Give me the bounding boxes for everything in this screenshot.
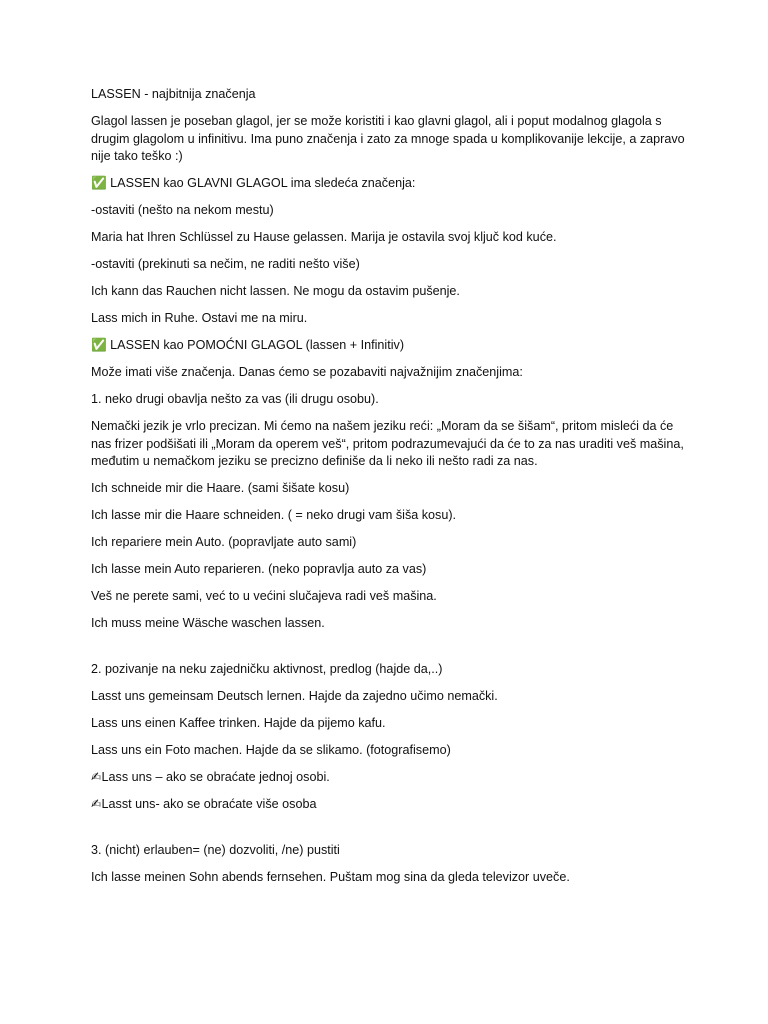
meaning-heading-3: 3. (nicht) erlauben= (ne) dozvoliti, /ne) pustiti — [91, 843, 340, 857]
example-sentence: Veš ne perete sami, već to u većini slučajeva radi veš mašina. — [91, 589, 437, 603]
intro-paragraph: Glagol lassen je poseban glagol, jer se može koristiti i kao glavni glagol, ali i poput modalnog glagola s drugim glagolom u infinitivu. Ima puno značenja i zato za mnoge spada u komplikovanije lekcije, a zapravo nije tako teško :) — [91, 114, 685, 163]
example-sentence: Lass uns einen Kaffee trinken. Hajde da pijemo kafu. — [91, 716, 386, 730]
example-sentence: Lasst uns gemeinsam Deutsch lernen. Hajde da zajedno učimo nemački. — [91, 689, 498, 703]
section-heading-auxiliary-verb: ✅ LASSEN kao POMOĆNI GLAGOL (lassen + Infinitiv) — [91, 338, 405, 352]
document-title: LASSEN - najbitnija značenja — [91, 87, 256, 101]
meaning-heading-2: 2. pozivanje na neku zajedničku aktivnost, predlog (hajde da,..) — [91, 662, 443, 676]
example-sentence: Ich muss meine Wäsche waschen lassen. — [91, 616, 325, 630]
meaning-heading-1: 1. neko drugi obavlja nešto za vas (ili drugu osobu). — [91, 392, 379, 406]
note-multiple-persons: ✍Lasst uns- ako se obraćate više osoba — [91, 797, 317, 811]
example-sentence: Ich lasse meinen Sohn abends fernsehen. Puštam mog sina da gleda televizor uveče. — [91, 870, 570, 884]
example-sentence: Ich kann das Rauchen nicht lassen. Ne mogu da ostavim pušenje. — [91, 284, 460, 298]
meaning-leave-somewhere: -ostaviti (nešto na nekom mestu) — [91, 203, 274, 217]
spacer — [91, 642, 691, 661]
example-sentence: Ich lasse mein Auto reparieren. (neko popravlja auto za vas) — [91, 562, 427, 576]
auxiliary-intro: Može imati više značenja. Danas ćemo se pozabaviti najvažnijim značenjima: — [91, 365, 523, 379]
spacer — [91, 823, 691, 842]
example-sentence: Ich lasse mir die Haare schneiden. ( = neko drugi vam šiša kosu). — [91, 508, 457, 522]
section-heading-main-verb: ✅ LASSEN kao GLAVNI GLAGOL ima sledeća značenja: — [91, 176, 416, 190]
document-body — [91, 86, 691, 896]
example-sentence: Lass mich in Ruhe. Ostavi me na miru. — [91, 311, 308, 325]
meaning-stop-doing: -ostaviti (prekinuti sa nečim, ne raditi nešto više) — [91, 257, 360, 271]
note-single-person: ✍Lass uns – ako se obraćate jednoj osobi. — [91, 770, 330, 784]
explanation-paragraph: Nemački jezik je vrlo precizan. Mi ćemo na našem jeziku reći: „Moram da se šišam“, pritom misleći da će nas frizer podšišati ili „Moram da operem veš“, pritom podrazumevajući da će to za nas uraditi veš mašina, međutim u nemačkom jeziku se precizno definiše da li neko ili nešto radi za nas. — [91, 419, 684, 468]
example-sentence: Lass uns ein Foto machen. Hajde da se slikamo. (fotografisemo) — [91, 743, 451, 757]
example-sentence: Maria hat Ihren Schlüssel zu Hause gelassen. Marija je ostavila svoj ključ kod kuće. — [91, 230, 557, 244]
example-sentence: Ich schneide mir die Haare. (sami šišate kosu) — [91, 481, 350, 495]
example-sentence: Ich repariere mein Auto. (popravljate auto sami) — [91, 535, 357, 549]
